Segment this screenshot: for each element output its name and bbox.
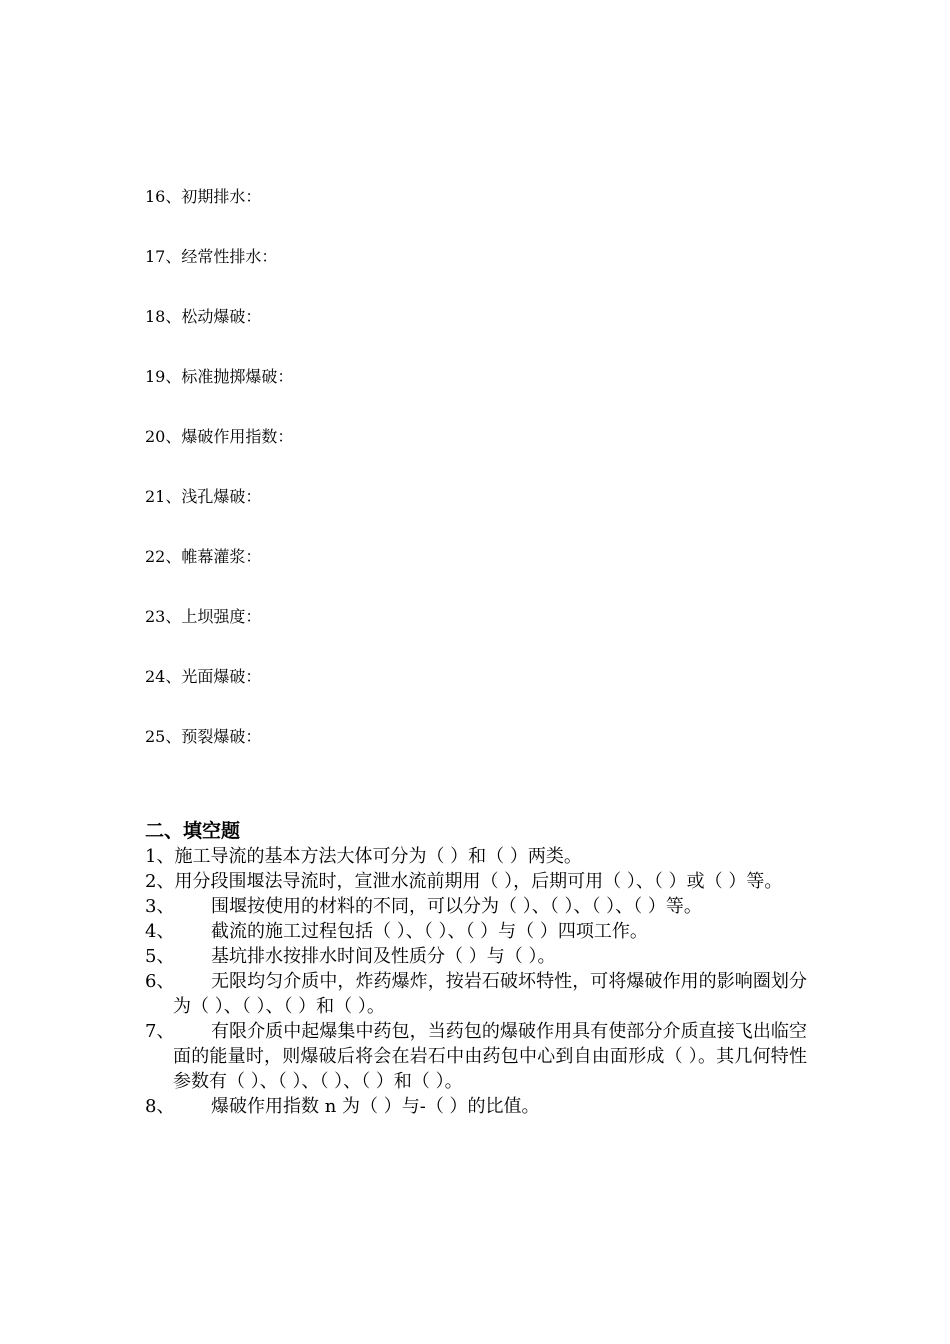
question-text: 爆破作用指数 n 为（ ）与-（ ）的比值。 bbox=[211, 1096, 540, 1117]
question-text: 截流的施工过程包括（ ）、（ ）、（ ）与（ ）四项工作。 bbox=[211, 921, 648, 942]
definition-item-19: 19、标准抛掷爆破： bbox=[145, 367, 294, 386]
question-1 bbox=[145, 844, 807, 869]
question-5 bbox=[145, 944, 807, 969]
question-number: 2、 bbox=[145, 871, 175, 892]
question-text: 围堰按使用的材料的不同，可以分为（ ）、（ ）、（ ）、（ ）等。 bbox=[211, 896, 702, 917]
question-8 bbox=[145, 1094, 807, 1119]
question-text: 基坑排水按排水时间及性质分（ ）与（ ）。 bbox=[211, 946, 556, 967]
definition-list bbox=[145, 186, 293, 786]
question-number: 4、 bbox=[145, 921, 175, 942]
definition-item-21: 21、浅孔爆破： bbox=[145, 487, 262, 506]
definition-item-22: 22、帷幕灌浆： bbox=[145, 547, 262, 566]
question-number: 8、 bbox=[145, 1096, 175, 1117]
definition-item-16: 16、初期排水： bbox=[145, 187, 262, 206]
question-number: 7、 bbox=[145, 1021, 175, 1042]
question-text: 无限均匀介质中，炸药爆炸，按岩石破坏特性，可将爆破作用的影响圈划分为（ ）、（ ）、（ ）和（ ）。 bbox=[173, 971, 807, 1017]
definition-item-23: 23、上坝强度： bbox=[145, 607, 262, 626]
question-text: 用分段围堰法导流时，宣泄水流前期用（ ），后期可用（ ）、（ ）或（ ）等。 bbox=[174, 871, 783, 892]
question-number: 6、 bbox=[145, 971, 175, 992]
fill-in-blank-section bbox=[145, 818, 807, 1119]
question-number: 1、 bbox=[145, 846, 175, 867]
question-number: 3、 bbox=[145, 896, 175, 917]
section-title: 二、填空题 bbox=[145, 820, 241, 842]
question-2 bbox=[145, 869, 807, 894]
definition-item-18: 18、松动爆破： bbox=[145, 307, 262, 326]
definition-item-24: 24、光面爆破： bbox=[145, 667, 262, 686]
question-number: 5、 bbox=[145, 946, 175, 967]
question-6 bbox=[145, 969, 807, 1019]
definition-item-20: 20、爆破作用指数： bbox=[145, 427, 294, 446]
question-text: 有限介质中起爆集中药包，当药包的爆破作用具有使部分介质直接飞出临空面的能量时，则爆破后将会在岩石中由药包中心到自由面形成（ ）。其几何特性参数有（ ）、（ ）、（ ）、（ ）和（ ）。 bbox=[173, 1021, 807, 1092]
question-3 bbox=[145, 894, 807, 919]
question-text: 施工导流的基本方法大体可分为（ ）和（ ）两类。 bbox=[174, 846, 582, 867]
question-7 bbox=[145, 1019, 807, 1094]
definition-item-17: 17、经常性排水： bbox=[145, 247, 278, 266]
definition-item-25: 25、预裂爆破： bbox=[145, 727, 262, 746]
question-4 bbox=[145, 919, 807, 944]
